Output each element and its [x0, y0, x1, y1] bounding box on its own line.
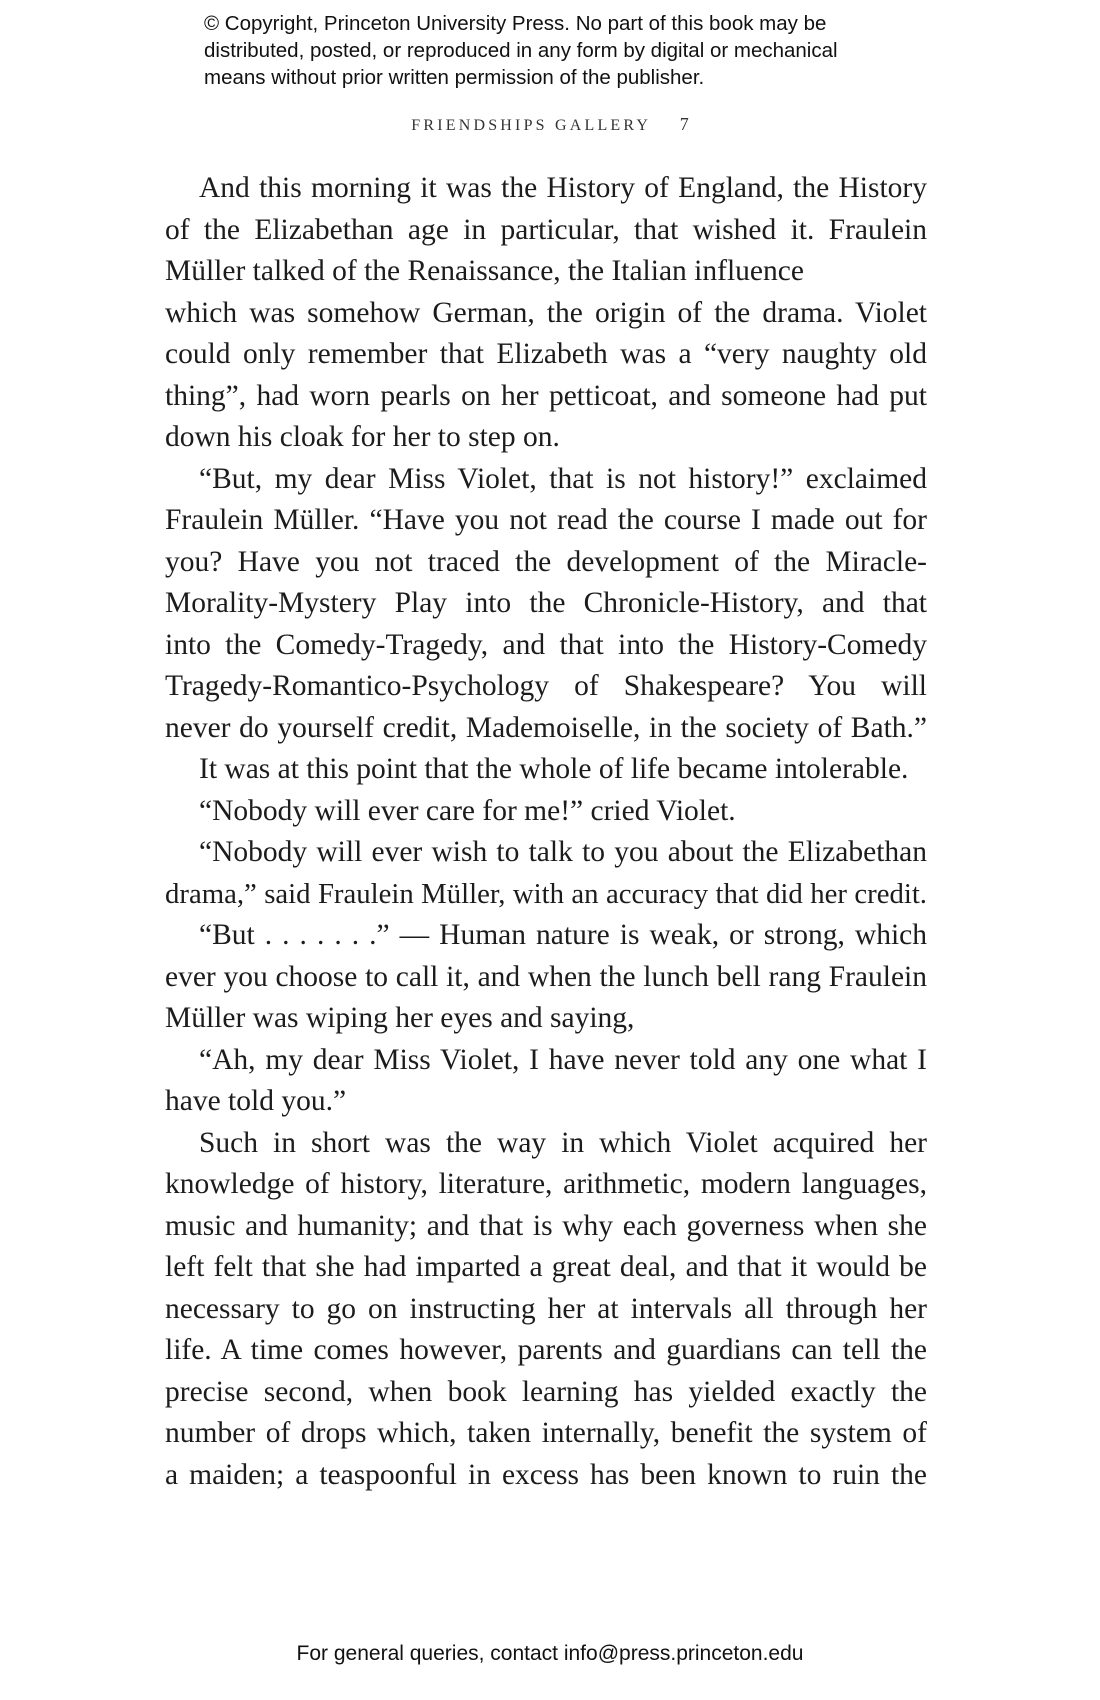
copyright-line: distributed, posted, or reproduced in any form by digital or mechanical: [204, 39, 838, 62]
text-line: “Ah, my dear Miss Violet, I have never told any one what I: [199, 1043, 927, 1076]
text-line: number of drops which, taken internally, benefit the system of: [165, 1417, 927, 1449]
text-line: “But, my dear Miss Violet, that is not history!” exclaimed: [199, 462, 927, 495]
contact-footer: For general queries, contact info@press.princeton.edu: [296, 1642, 804, 1665]
text-line: life. A time comes however, parents and guardians can tell the: [165, 1334, 927, 1366]
running-head-title: FRIENDSHIPS GALLERY: [411, 117, 651, 134]
page-number: 7: [679, 114, 689, 134]
text-line: Müller talked of the Renaissance, the Italian influence: [165, 255, 804, 287]
text-line: music and humanity; and that is why each governess when she: [165, 1209, 927, 1242]
text-line: And this morning it was the History of England, the History: [199, 172, 927, 204]
text-line: precise second, when book learning has yielded exactly the: [165, 1375, 927, 1408]
text-line: necessary to go on instructing her at intervals all through her: [165, 1292, 927, 1325]
text-line: Fraulein Müller. “Have you not read the course I made out for: [165, 504, 927, 536]
text-line: have told you.”: [165, 1085, 347, 1117]
running-head: [0, 114, 1100, 135]
text-line: could only remember that Elizabeth was a “very naughty old: [165, 338, 927, 370]
text-line: which was somehow German, the origin of the drama. Violet: [165, 296, 927, 329]
text-line: Morality-Mystery Play into the Chronicle-History, and that: [165, 587, 927, 619]
text-line: into the Comedy-Tragedy, and that into the History-Comedy: [165, 628, 927, 661]
copyright-line: © Copyright, Princeton University Press. No part of this book may be: [204, 12, 827, 35]
copyright-line: means without prior written permission of the publisher.: [204, 66, 705, 89]
text-line: ever you choose to call it, and when the lunch bell rang Fraulein: [165, 960, 927, 993]
text-line: “Nobody will ever care for me!” cried Violet.: [199, 794, 736, 827]
text-line: you? Have you not traced the development of the Miracle-: [165, 545, 927, 578]
text-line: “Nobody will ever wish to talk to you about the Elizabethan: [199, 836, 927, 868]
text-line: Tragedy-Romantico-Psychology of Shakespeare? You will: [165, 670, 927, 702]
text-line: It was at this point that the whole of life became intolerable.: [199, 753, 909, 785]
text-line: never do yourself credit, Mademoiselle, in the society of Bath.”: [165, 711, 927, 744]
text-line: Such in short was the way in which Violet acquired her: [199, 1126, 927, 1159]
body-text: [165, 168, 927, 1496]
text-line: drama,” said Fraulein Müller, with an accuracy that did her credit.: [165, 877, 927, 910]
text-line: Müller was wiping her eyes and saying,: [165, 1002, 635, 1034]
text-line: left felt that she had imparted a great deal, and that it would be: [165, 1251, 927, 1283]
text-line: “But . . . . . . .” — Human nature is weak, or strong, which: [199, 919, 927, 951]
text-line: a maiden; a teaspoonful in excess has been known to ruin the: [165, 1458, 927, 1491]
text-line: thing”, had worn pearls on her petticoat, and someone had put: [165, 379, 927, 412]
text-line: of the Elizabethan age in particular, that wished it. Fraulein: [165, 213, 927, 246]
copyright-notice: [204, 10, 924, 91]
text-line: knowledge of history, literature, arithmetic, modern languages,: [165, 1168, 927, 1200]
text-line: down his cloak for her to step on.: [165, 421, 560, 453]
